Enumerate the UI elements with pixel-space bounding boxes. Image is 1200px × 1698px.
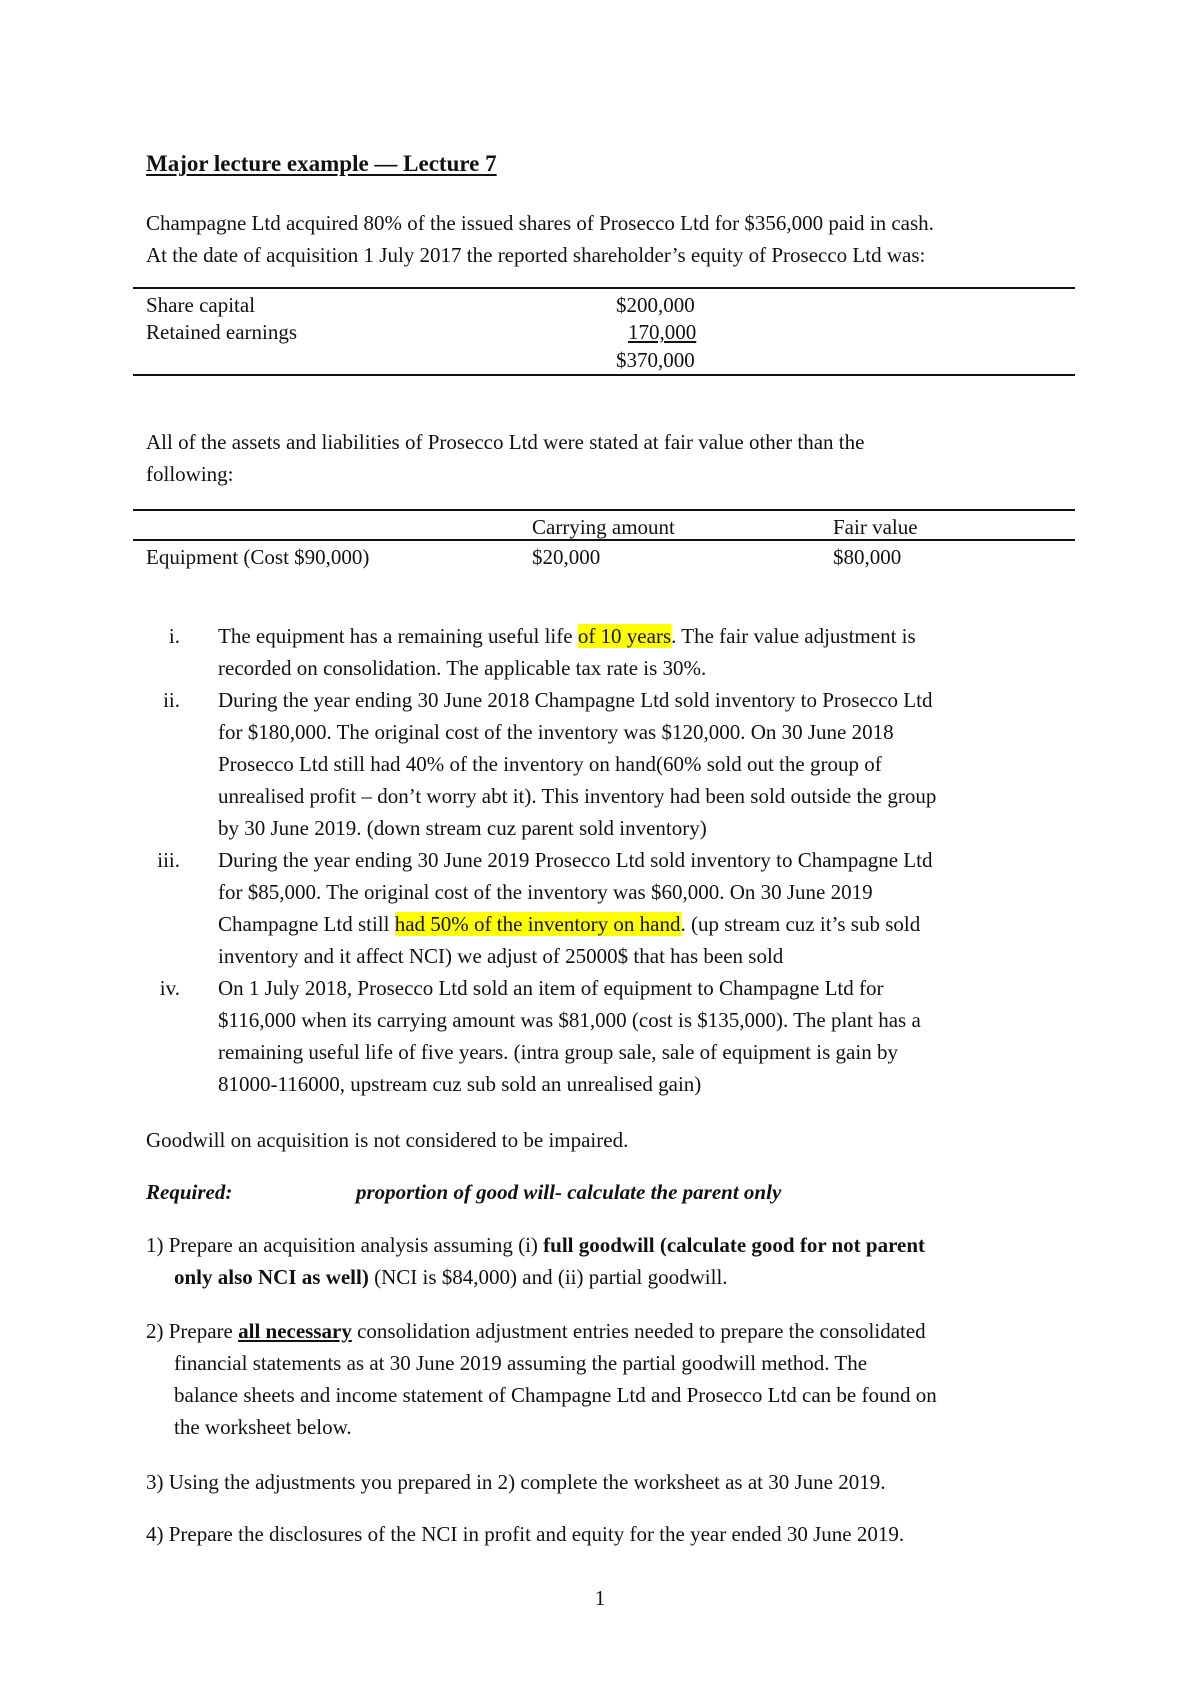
text-run: The equipment has a remaining useful life (218, 624, 578, 648)
text-run: . The fair value adjustment is (671, 624, 916, 648)
text-line: by 30 June 2019. (down stream cuz parent sold inventory) (218, 816, 707, 840)
list-item-number: iv. (159, 976, 180, 1000)
list-item-number: ii. (163, 688, 180, 712)
text-line: Prosecco Ltd still had 40% of the inventory on hand(60% sold out the group of (218, 752, 882, 776)
question-3: 3) Using the adjustments you prepared in 2) complete the worksheet as at 30 June 2019. (146, 1470, 886, 1494)
fair-value-intro-line-2: following: (146, 462, 234, 486)
text-line: for $85,000. The original cost of the inventory was $60,000. On 30 June 2019 (218, 880, 873, 904)
question-4: 4) Prepare the disclosures of the NCI in profit and equity for the year ended 30 June 2019. (146, 1522, 905, 1546)
highlighted-text: of 10 years (577, 624, 672, 648)
list-item-body (218, 620, 1078, 684)
text-line: On 1 July 2018, Prosecco Ltd sold an item of equipment to Champagne Ltd for (218, 976, 884, 1000)
row-carrying-amount: $20,000 (532, 545, 601, 569)
table-bottom-rule (133, 374, 1075, 376)
text-line: the worksheet below. (174, 1415, 352, 1439)
page-number: 1 (594, 1586, 606, 1610)
equity-value-total: $370,000 (616, 348, 695, 372)
list-item-body (218, 684, 1078, 844)
equity-label-share-capital: Share capital (146, 293, 256, 317)
text-line: $116,000 when its carrying amount was $81,000 (cost is $135,000). The plant has a (218, 1008, 921, 1032)
text-line: inventory and it affect NCI) we adjust of 25000$ that has been sold (218, 944, 784, 968)
header-carrying-amount: Carrying amount (532, 515, 675, 539)
goodwill-note: Goodwill on acquisition is not considered to be impaired. (146, 1128, 629, 1152)
list-item-number: i. (168, 624, 180, 648)
text-line: for $180,000. The original cost of the inventory was $120,000. On 30 June 2018 (218, 720, 894, 744)
table-top-rule (133, 287, 1075, 289)
list-item-number: iii. (157, 848, 180, 872)
highlighted-text: had 50% of the inventory on hand (394, 912, 681, 936)
text-line: remaining useful life of five years. (intra group sale, sale of equipment is gain by (218, 1040, 898, 1064)
text-run: 1) Prepare an acquisition analysis assuming (i) (146, 1233, 544, 1257)
page-title: Major lecture example — Lecture 7 (146, 151, 497, 176)
text-run: Champagne Ltd still (218, 912, 395, 936)
question-2 (146, 1315, 1076, 1443)
header-fair-value: Fair value (833, 515, 918, 539)
text-run: 2) Prepare (146, 1319, 239, 1343)
intro-line-1: Champagne Ltd acquired 80% of the issued shares of Prosecco Ltd for $356,000 paid in cash. (146, 211, 934, 235)
list-item-body (218, 972, 1078, 1100)
text-line: During the year ending 30 June 2019 Prosecco Ltd sold inventory to Champagne Ltd (218, 848, 933, 872)
text-run: consolidation adjustment entries needed to prepare the consolidated (351, 1319, 926, 1343)
equity-value-share-capital: $200,000 (616, 293, 695, 317)
intro-line-2: At the date of acquisition 1 July 2017 the reported shareholder’s equity of Prosecco Ltd was: (146, 243, 926, 267)
bold-text: full goodwill (calculate good for not parent (543, 1233, 926, 1257)
equity-label-retained-earnings: Retained earnings (146, 320, 298, 344)
question-1 (146, 1229, 1076, 1293)
bold-text: only also NCI as well) (174, 1265, 369, 1289)
text-line: 81000-116000, upstream cuz sub sold an unrealised gain) (218, 1072, 702, 1096)
required-note: proportion of good will- calculate the parent only (356, 1180, 782, 1204)
list-item-body (218, 844, 1078, 972)
text-line: financial statements as at 30 June 2019 assuming the partial goodwill method. The (174, 1351, 868, 1375)
bold-underlined-text: all necessary (238, 1319, 352, 1343)
text-line: recorded on consolidation. The applicable tax rate is 30%. (218, 656, 707, 680)
row-fair-value: $80,000 (833, 545, 902, 569)
text-line: balance sheets and income statement of Champagne Ltd and Prosecco Ltd can be found on (174, 1383, 937, 1407)
text-line: unrealised profit – don’t worry abt it). This inventory had been sold outside the group (218, 784, 937, 808)
required-label: Required: (146, 1180, 233, 1204)
equity-value-retained-earnings: 170,000 (628, 320, 697, 344)
text-line: During the year ending 30 June 2018 Champagne Ltd sold inventory to Prosecco Ltd (218, 688, 933, 712)
row-label-equipment: Equipment (Cost $90,000) (146, 545, 370, 569)
fair-value-intro-line-1: All of the assets and liabilities of Prosecco Ltd were stated at fair value other than the (146, 430, 865, 454)
text-run: . (up stream cuz it’s sub sold (680, 912, 921, 936)
text-run: (NCI is $84,000) and (ii) partial goodwill. (368, 1265, 728, 1289)
